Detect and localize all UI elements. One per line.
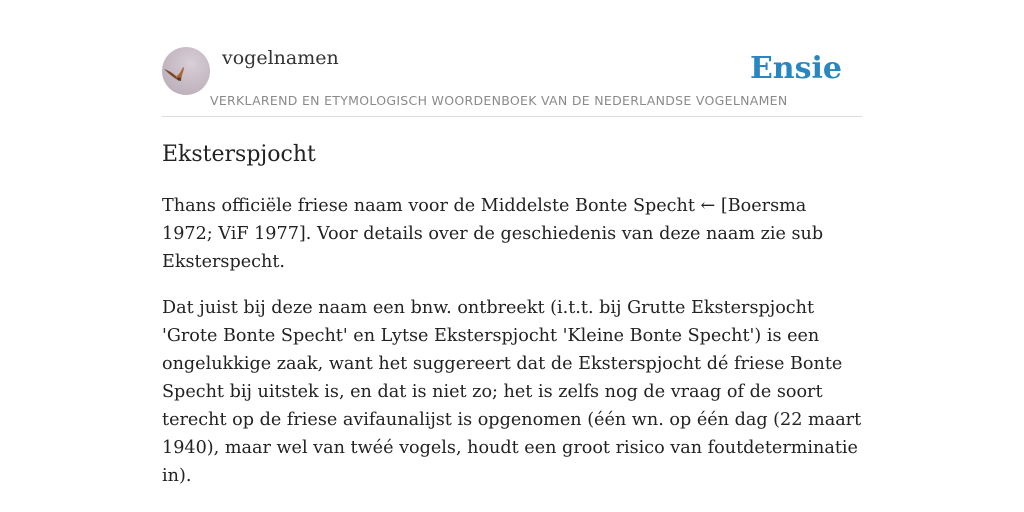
avatar[interactable] [162,47,210,95]
entry-paragraph: Thans officiële friese naam voor de Middelste Bonte Specht ← [Boersma 1972; ViF 1977]. Voor details over de geschiedenis van deze naam zie sub Eksterspecht. [162,196,824,272]
bird-in-flight-icon [162,47,210,95]
entry-title: Eksterspjocht [162,142,316,167]
site-name[interactable]: vogelnamen [222,47,339,69]
site-header [162,40,862,117]
site-tagline: VERKLAREND EN ETYMOLOGISCH WOORDENBOEK VAN DE NEDERLANDSE VOGELNAMEN [210,93,788,108]
entry-content [162,192,862,508]
brand-logo[interactable]: Ensie [749,51,842,86]
entry-paragraph: Dat juist bij deze naam een bnw. ontbreekt (i.t.t. bij Grutte Eksterspjocht 'Grote Bonte Specht' en Lytse Eksterspjocht 'Kleine Bonte Specht') is een ongelukkige zaak, want het suggereert dat de Eksterspjocht dé friese Bonte Specht bij uitstek is, en dat is niet zo; het is zelfs nog de vraag of de soort terecht op de friese avifaunalijst is opgenomen (één wn. op één dag (22 maart 1940), maar wel van twéé vogels, houdt een groot risico van foutdeterminatie in). [162,298,862,486]
